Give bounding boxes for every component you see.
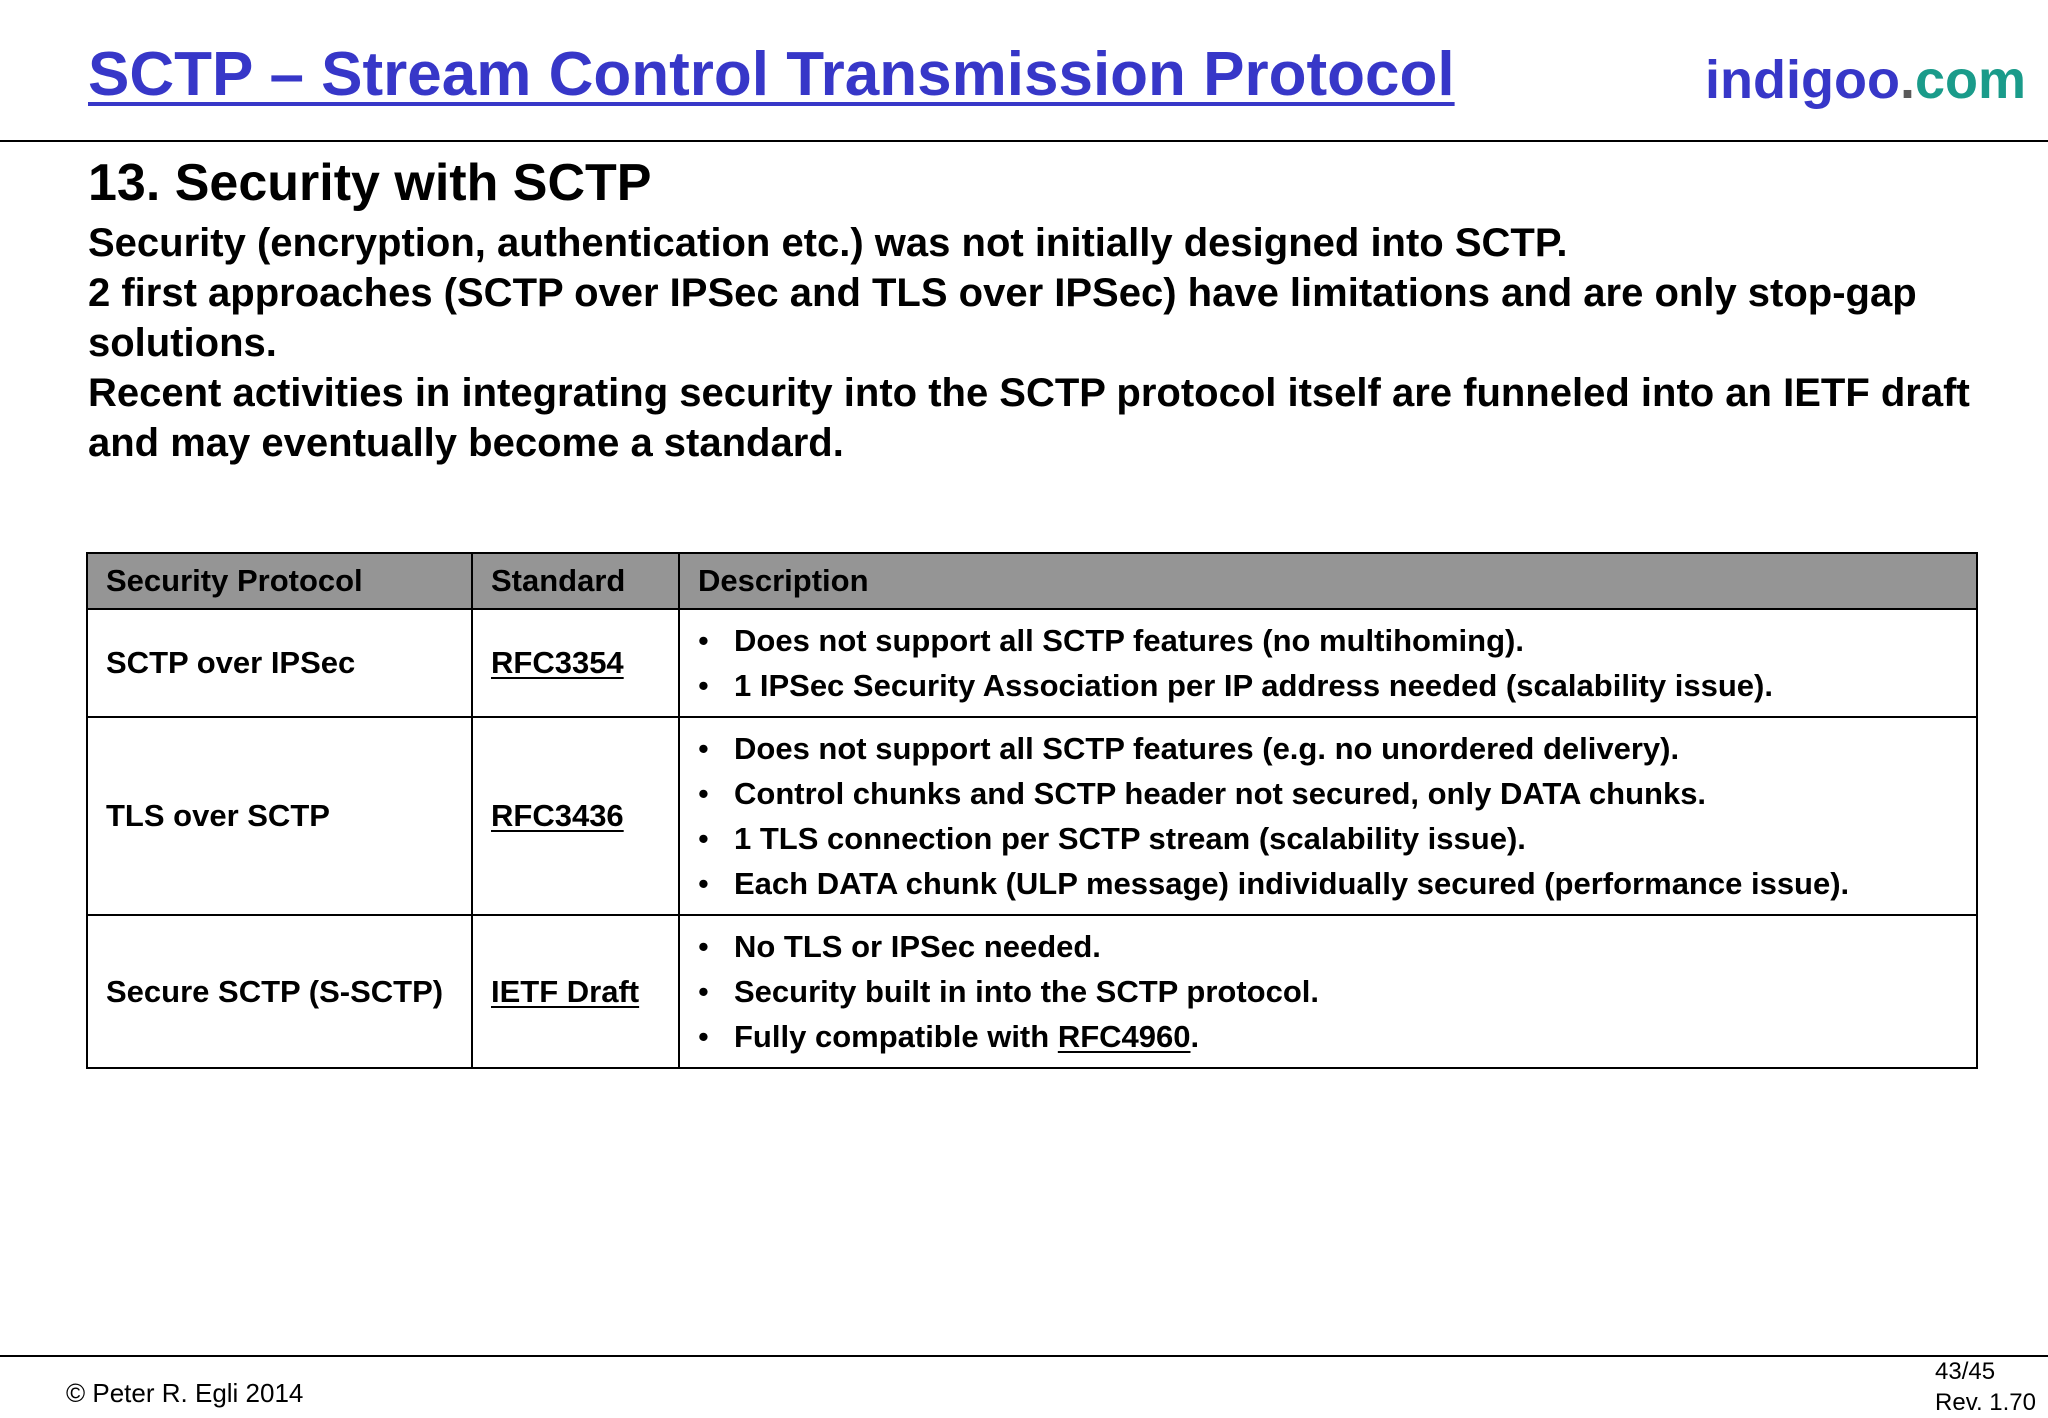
standard-cell: [472, 609, 679, 717]
table-row: [87, 717, 1977, 915]
description-item-suffix: .: [1190, 1019, 1200, 1054]
intro-text: [88, 218, 2008, 468]
description-item: [698, 1014, 1958, 1059]
protocol-cell: SCTP over IPSec: [87, 609, 472, 717]
rfc-link[interactable]: RFC4960: [1057, 1019, 1191, 1054]
header-divider: [0, 140, 2048, 142]
brand-part2: com: [1914, 50, 2026, 110]
description-cell: [679, 717, 1977, 915]
intro-paragraph: Security (encryption, authentication etc.) was not initially designed into SCTP.: [88, 221, 1568, 265]
description-item: • 1 IPSec Security Association per IP address needed (scalability issue).: [698, 663, 1958, 708]
description-item: • No TLS or IPSec needed.: [698, 924, 1958, 969]
protocol-cell: Secure SCTP (S-SCTP): [87, 915, 472, 1068]
description-item: • 1 TLS connection per SCTP stream (scalability issue).: [698, 816, 1958, 861]
description-item: • Control chunks and SCTP header not secured, only DATA chunks.: [698, 771, 1958, 816]
standard-cell: [472, 915, 679, 1068]
table-header-row: [87, 553, 1977, 609]
page-number: 43/45: [1935, 1358, 1996, 1385]
description-cell: [679, 915, 1977, 1068]
description-item: • Each DATA chunk (ULP message) individually secured (performance issue).: [698, 861, 1958, 906]
description-cell: [679, 609, 1977, 717]
description-list: [698, 618, 1958, 708]
header-standard: Standard: [472, 553, 679, 609]
slide-title: SCTP – Stream Control Transmission Protocol: [88, 40, 1455, 109]
description-list: [698, 924, 1958, 1059]
revision-number: Rev. 1.70: [1935, 1389, 2036, 1416]
description-list: [698, 726, 1958, 906]
standard-link[interactable]: RFC3436: [491, 798, 624, 833]
description-item-text: Fully compatible with: [734, 1019, 1058, 1054]
standard-link[interactable]: RFC3354: [491, 645, 624, 680]
security-protocols-table: [86, 552, 1978, 1069]
header-description: Description: [679, 553, 1977, 609]
footer-divider: [0, 1355, 2048, 1357]
intro-paragraph: 2 first approaches (SCTP over IPSec and TLS over IPSec) have limitations and are only stop-gap solutions.: [88, 271, 1917, 365]
description-item: • Does not support all SCTP features (no multihoming).: [698, 618, 1958, 663]
section-title: 13. Security with SCTP: [88, 154, 652, 212]
brand-dot: .: [1899, 50, 1915, 110]
copyright-text: © Peter R. Egli 2014: [66, 1378, 304, 1408]
page-info: [1935, 1356, 2036, 1418]
protocol-cell: TLS over SCTP: [87, 717, 472, 915]
description-item: • Does not support all SCTP features (e.g. no unordered delivery).: [698, 726, 1958, 771]
standard-cell: [472, 717, 679, 915]
brand-part1: indigoo: [1705, 50, 1900, 110]
brand-logo: [1705, 48, 2026, 113]
intro-paragraph: Recent activities in integrating security into the SCTP protocol itself are funneled into an IETF draft and may eventually become a standard.: [88, 371, 1970, 465]
header-security-protocol: Security Protocol: [87, 553, 472, 609]
description-item: • Security built in into the SCTP protocol.: [698, 969, 1958, 1014]
table-row: [87, 915, 1977, 1068]
standard-link[interactable]: IETF Draft: [491, 973, 640, 1009]
table-row: [87, 609, 1977, 717]
